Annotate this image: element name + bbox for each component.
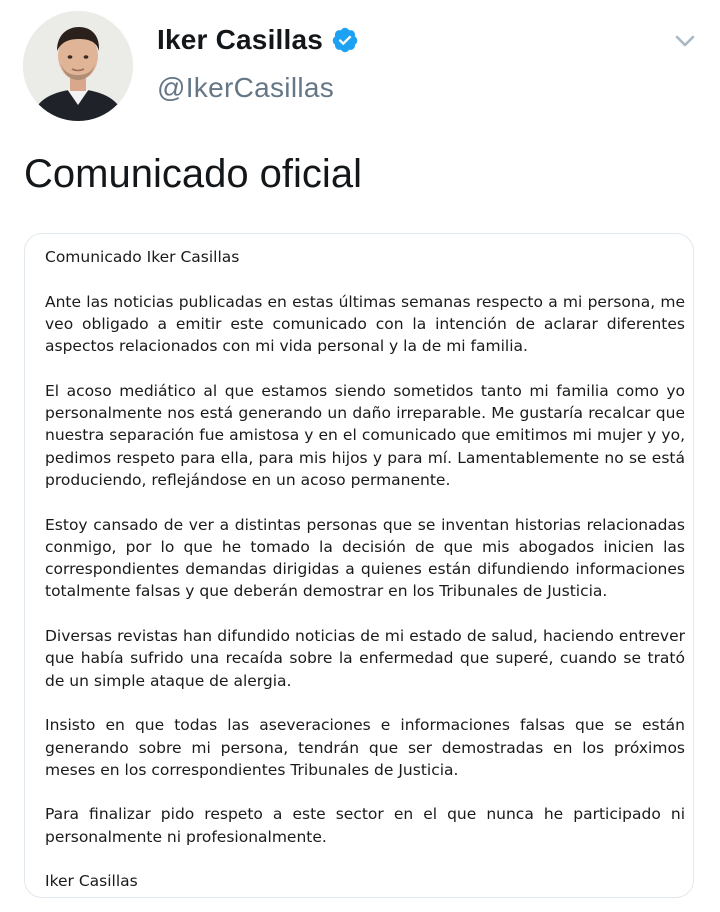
letter-heading: Comunicado Iker Casillas — [45, 248, 240, 266]
attached-image-card[interactable] — [24, 233, 694, 898]
statement-letter — [45, 246, 685, 893]
verified-badge-icon — [331, 26, 359, 54]
avatar[interactable] — [23, 11, 133, 121]
author-handle[interactable]: @IkerCasillas — [157, 72, 335, 103]
letter-paragraph: Para finalizar pido respeto a este sector en el que nunca he participado ni personalmente ni profesionalmente. — [45, 805, 685, 846]
avatar-photo — [23, 11, 133, 121]
tweet-header — [0, 0, 720, 130]
author-name-row — [157, 20, 359, 60]
tweet-text: Comunicado oficial — [24, 152, 362, 196]
chevron-down-icon[interactable] — [672, 28, 698, 54]
letter-paragraph: Diversas revistas han difundido noticias de mi estado de salud, haciendo entrever que había sufrido una recaída sobre la enfermedad que superé, cuando se trató de un simple ataque de alergia. — [45, 627, 685, 690]
letter-paragraph: Ante las noticias publicadas en estas últimas semanas respecto a mi persona, me veo obligado a emitir este comunicado con la intención de aclarar diferentes aspectos relacionados con mi vida personal y la de mi familia. — [45, 292, 685, 356]
letter-signature: Iker Casillas — [45, 872, 138, 891]
display-name[interactable]: Iker Casillas — [157, 24, 324, 55]
letter-paragraph: Insisto en que todas las aseveraciones e informaciones falsas que se están generando sobre mi persona, tendrán que ser demostradas en los próximos meses en los correspondientes Tribunales de Justicia. — [45, 716, 685, 779]
letter-paragraph: Estoy cansado de ver a distintas personas que se inventan historias relacionadas conmigo, por lo que he tomado la decisión de que mis abogados inicien las correspondientes demandas dirigidas a quienes están difundiendo informaciones totalmente falsas y que deberán demostrar en los Tribunales de Justicia. — [45, 515, 685, 601]
letter-paragraph: El acoso mediático al que estamos siendo sometidos tanto mi familia como yo personalmente nos está generando un daño irreparable. Me gustaría recalcar que nuestra separación fue amistosa y en el comunicado que emitimos mi mujer y yo, pedimos respeto para ella, para mis hijos y para mí. Lamentablemente no se está produciendo, reflejándose en un acoso permanente. — [45, 381, 685, 489]
